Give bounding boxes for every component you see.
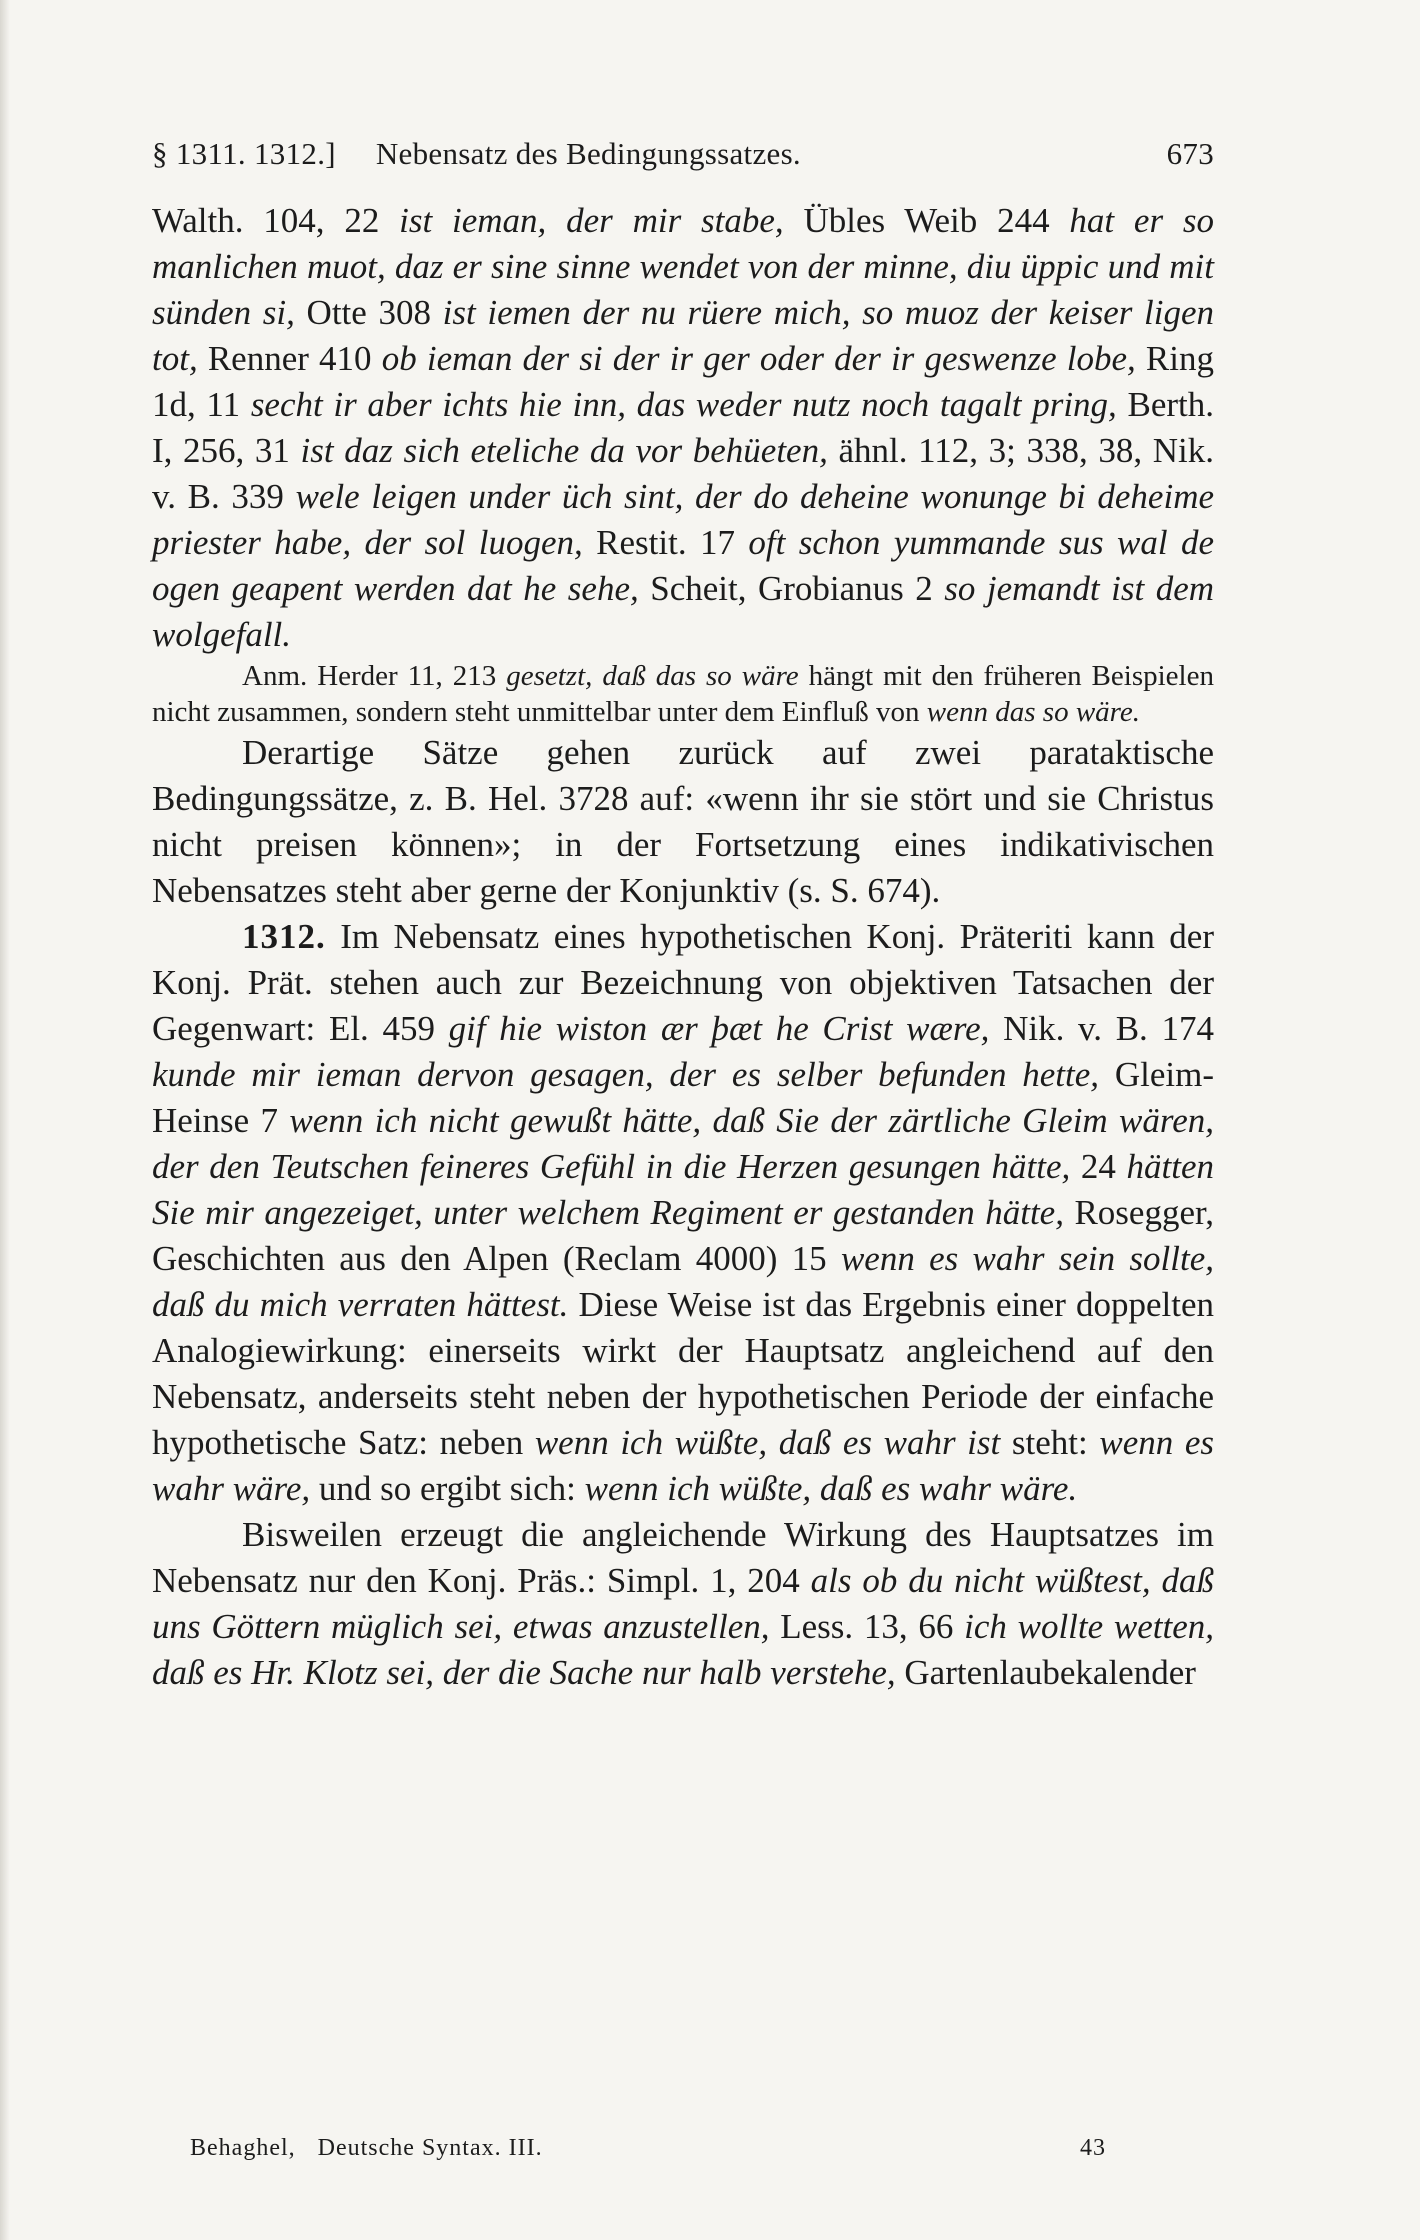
italic-quotation: ob ieman der si der ir ger oder der ir geswenze lobe, — [381, 339, 1136, 378]
italic-quotation: wenn ich wüßte, daß es wahr wäre. — [584, 1469, 1078, 1508]
text-run: Anm. Herder 11, 213 — [242, 660, 507, 692]
text-run: Less. 13, 66 — [769, 1607, 965, 1646]
footer-author: Behaghel, — [190, 2135, 296, 2161]
paragraph-examples — [152, 198, 1214, 658]
text-run: Im Nebensatz eines hypothetischen Konj. Präteriti kann der Konj. Prät. stehen auch zur Bezeichnung von objektiven Tatsachen der Gegenwart: El. 459 — [152, 917, 1214, 1048]
running-title: Nebensatz des Bedingungssatzes. — [375, 136, 801, 171]
text-run: Gartenlaubekalender — [895, 1653, 1196, 1692]
page-footer — [190, 2135, 1214, 2162]
italic-quotation: gesetzt, daß das so wäre — [506, 660, 799, 692]
section-reference: § 1311. 1312.] — [152, 136, 336, 171]
text-run: ähnl. 112, 3; 338, 38, Nik. v. B. 339 — [152, 431, 1214, 516]
italic-quotation: kunde mir ieman dervon gesagen, der es selber befunden hette, — [152, 1055, 1100, 1094]
text-run: Bisweilen erzeugt die angleichende Wirkung des Hauptsatzes im Nebensatz nur den Konj. Präs.: Simpl. 1, 204 — [152, 1515, 1214, 1600]
italic-quotation: hat er so manlichen muot, daz er sine sinne wendet von der minne, diu üppic und mit sünden si, — [152, 201, 1215, 332]
text-run: und so ergibt sich: — [310, 1469, 585, 1508]
paragraph-1312 — [152, 914, 1214, 1512]
italic-quotation: wenn es wahr wäre, — [152, 1423, 1215, 1508]
paragraph-1312-text — [152, 917, 1214, 1508]
text-run: Nik. v. B. 174 — [989, 1009, 1214, 1048]
text-run: steht: — [1000, 1423, 1100, 1462]
text-run: Gleim-Heinse 7 — [152, 1055, 1214, 1140]
text-run: Derartige Sätze gehen zurück auf zwei parataktische Bedingungssätze, z. B. Hel. 3728 auf: «wenn ihr sie stört und sie Christus nicht preisen können»; in der Fortsetzung eines indikativischen Nebensatzes steht aber gerne der Konjunktiv (s. S. 674). — [152, 733, 1214, 910]
italic-quotation: ist ieman, der mir stabe, — [399, 201, 784, 240]
italic-quotation: ich wollte wetten, daß es Hr. Klotz sei, der die Sache nur halb verstehe, — [152, 1607, 1214, 1692]
italic-quotation: so jemandt ist dem wolgefall. — [152, 569, 1215, 654]
italic-quotation: wenn ich wüßte, daß es wahr ist — [534, 1423, 1001, 1462]
text-run: Renner 410 — [197, 339, 382, 378]
italic-quotation: ist daz sich eteliche da vor behüeten, — [300, 431, 828, 470]
body-text — [152, 198, 1214, 1696]
page-gutter-shadow — [0, 0, 10, 2240]
italic-quotation: secht ir aber ichts hie inn, das weder nutz noch tagalt pring, — [250, 385, 1117, 424]
italic-quotation: ist iemen der nu rüere mich, so muoz der keiser ligen tot, — [152, 293, 1214, 378]
text-run: 24 — [1070, 1147, 1127, 1186]
italic-quotation: wenn das so wäre. — [926, 696, 1140, 728]
annotation-note — [152, 658, 1214, 730]
italic-quotation: gif hie wiston ær þæt he Crist wære, — [448, 1009, 990, 1048]
text-run: Übles Weib 244 — [783, 201, 1070, 240]
running-head — [152, 128, 1214, 180]
italic-quotation: wele leigen under üch sint, der do deheine wonunge bi deheime priester habe, der sol luogen, — [152, 477, 1215, 562]
text-run: Rosegger, Geschichten aus den Alpen (Reclam 4000) 15 — [152, 1193, 1214, 1278]
section-number: 1312. — [242, 917, 326, 956]
italic-quotation: wenn ich nicht gewußt hätte, daß Sie der zärtliche Gleim wären, der den Teutschen feineres Gefühl in die Herzen gesungen hätte, — [152, 1101, 1214, 1186]
text-run: Berth. I, 256, 31 — [152, 385, 1214, 470]
italic-quotation: wenn es wahr sein sollte, daß du mich verraten hättest. — [152, 1239, 1215, 1324]
footer-work: Deutsche Syntax. III. — [317, 2135, 543, 2161]
text-block — [152, 128, 1214, 1696]
italic-quotation: als ob du nicht wüßtest, daß uns Göttern müglich sei, etwas anzustellen, — [152, 1561, 1214, 1646]
paragraph-subjunctive-present — [152, 1512, 1214, 1696]
page-number: 673 — [1166, 136, 1214, 171]
text-run: Ring 1d, 11 — [152, 339, 1215, 424]
italic-quotation: hätten Sie mir angezeiget, unter welchem Regiment er gestanden hätte, — [152, 1147, 1214, 1232]
text-run: hängt mit den früheren Beispielen nicht zusammen, sondern steht unmittelbar unter dem Einfluß von — [152, 660, 1214, 728]
text-run: Diese Weise ist das Ergebnis einer doppelten Analogiewirkung: einerseits wirkt der Hauptsatz angleichend auf den Nebensatz, anderseits steht neben der hypothetischen Periode der einfache hypothetische Satz: neben — [152, 1285, 1214, 1462]
text-run: Scheit, Grobianus 2 — [638, 569, 945, 608]
italic-quotation: oft schon yummande sus wal de ogen geapent werden dat he sehe, — [152, 523, 1214, 608]
paragraph-derivation — [152, 730, 1214, 914]
text-run: Otte 308 — [294, 293, 443, 332]
text-run: Walth. 104, 22 — [152, 201, 400, 240]
signature-mark: 43 — [1080, 2135, 1106, 2161]
text-run: Restit. 17 — [582, 523, 749, 562]
